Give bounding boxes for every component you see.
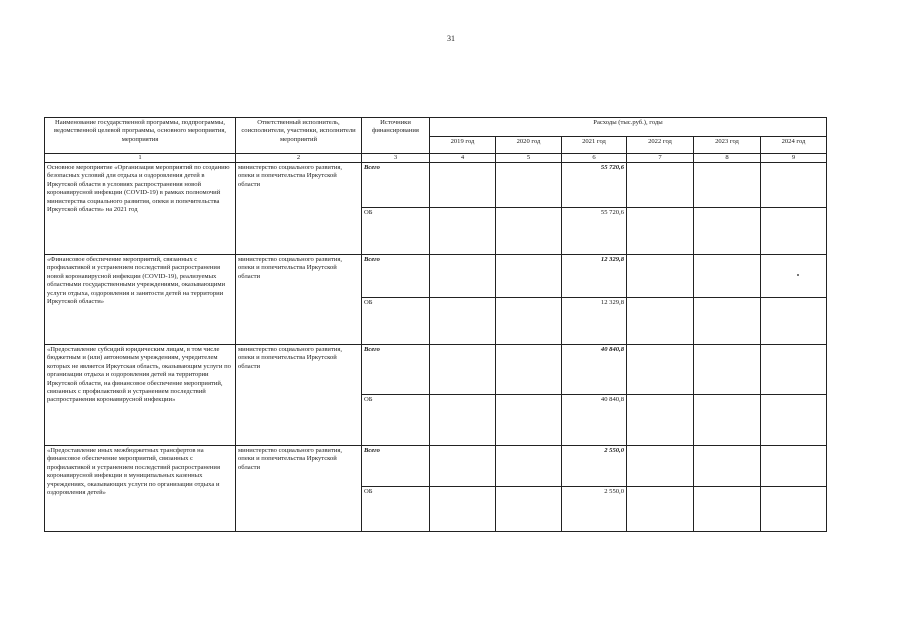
responsible-executor: министерство социального развития, опеки и попечительства Иркутской области <box>236 345 362 446</box>
header-year-2019: 2019 год <box>430 137 496 154</box>
cell-empty <box>761 487 827 532</box>
cell-empty <box>627 345 694 395</box>
value-2021-ob: 12 329,8 <box>562 298 627 345</box>
table-row <box>45 255 827 298</box>
cell-empty <box>430 163 496 208</box>
cell-empty <box>694 487 761 532</box>
value-2021-total: 2 550,0 <box>562 446 627 487</box>
cell-empty <box>627 208 694 255</box>
col-number: 9 <box>761 154 827 163</box>
cell-empty <box>627 298 694 345</box>
cell-empty <box>496 298 562 345</box>
cell-empty <box>627 395 694 446</box>
col-number: 5 <box>496 154 562 163</box>
cell-empty <box>496 446 562 487</box>
cell-empty <box>430 298 496 345</box>
activity-name: «Предоставление иных межбюджетных трансфертов на финансовое обеспечение мероприятий, связанных с профилактикой и устранением последствий распространения коронавирусной инфекции в муниципальных казенных учреждениях, оказывающих услуги по организации отдыха и оздоровления детей» <box>45 446 236 532</box>
source-total: Всего <box>362 345 430 395</box>
header-name: Наименование государственной программы, подпрограммы, ведомственной целевой программы, основного мероприятия, мероприятия <box>45 118 236 154</box>
table-row <box>45 345 827 395</box>
value-2021-ob: 40 840,8 <box>562 395 627 446</box>
activity-name: «Финансовое обеспечение мероприятий, связанных с профилактикой и устранением последствий распространения новой коронавирусной инфекции (COVID-19), реализуемых областными государственными учреждениями, оказывающими услуги отдыха, оздоровления и занятости детей на территории Иркутской области» <box>45 255 236 345</box>
cell-empty <box>761 255 827 298</box>
header-year-2024: 2024 год <box>761 137 827 154</box>
source-total: Всего <box>362 163 430 208</box>
header-year-2021: 2021 год <box>562 137 627 154</box>
header-year-2020: 2020 год <box>496 137 562 154</box>
cell-empty <box>496 255 562 298</box>
col-number: 6 <box>562 154 627 163</box>
cell-empty <box>761 208 827 255</box>
column-numbers-row <box>45 154 827 163</box>
scan-speck <box>797 274 799 276</box>
header-year-2022: 2022 год <box>627 137 694 154</box>
cell-empty <box>694 298 761 345</box>
col-number: 7 <box>627 154 694 163</box>
header-responsible: Ответственный исполнитель, соисполнители, участники, исполнители мероприятий <box>236 118 362 154</box>
header-sources: Источники финансирования <box>362 118 430 154</box>
cell-empty <box>496 163 562 208</box>
cell-empty <box>694 163 761 208</box>
cell-empty <box>496 395 562 446</box>
cell-empty <box>761 395 827 446</box>
responsible-executor: министерство социального развития, опеки и попечительства Иркутской области <box>236 163 362 255</box>
activity-name: Основное мероприятие «Организация мероприятий по созданию безопасных условий для отдыха и оздоровления детей в Иркутской области в условиях распространения новой коронавирусной инфекции (COVID-19) в рамках полномочий министерства социального развития, опеки и попечительства Иркутской области» на 2021 год <box>45 163 236 255</box>
col-number: 3 <box>362 154 430 163</box>
cell-empty <box>430 395 496 446</box>
col-number: 4 <box>430 154 496 163</box>
value-2021-ob: 2 550,0 <box>562 487 627 532</box>
cell-empty <box>496 208 562 255</box>
source-total: Всего <box>362 446 430 487</box>
source-ob: ОБ <box>362 487 430 532</box>
cell-empty <box>430 345 496 395</box>
value-2021-total: 40 840,8 <box>562 345 627 395</box>
cell-empty <box>761 446 827 487</box>
source-ob: ОБ <box>362 298 430 345</box>
responsible-executor: министерство социального развития, опеки и попечительства Иркутской области <box>236 446 362 532</box>
cell-empty <box>694 208 761 255</box>
cell-empty <box>430 446 496 487</box>
table-row <box>45 163 827 208</box>
cell-empty <box>694 395 761 446</box>
table-row <box>45 446 827 487</box>
cell-empty <box>496 487 562 532</box>
cell-empty <box>761 298 827 345</box>
col-number: 1 <box>45 154 236 163</box>
value-2021-ob: 55 720,6 <box>562 208 627 255</box>
source-total: Всего <box>362 255 430 298</box>
col-number: 8 <box>694 154 761 163</box>
col-number: 2 <box>236 154 362 163</box>
header-expenses: Расходы (тыс.руб.), годы <box>430 118 827 137</box>
cell-empty <box>430 255 496 298</box>
cell-empty <box>430 208 496 255</box>
cell-empty <box>761 163 827 208</box>
cell-empty <box>496 345 562 395</box>
header-year-2023: 2023 год <box>694 137 761 154</box>
activity-name: «Предоставление субсидий юридическим лицам, в том числе бюджетным и (или) автономным учреждениям, учредителем которых не является Иркутская область, оказывающим услуги по организации отдыха и оздоровления детей на территории Иркутской области, на финансовое обеспечение мероприятий, связанных с профилактикой и устранением последствий распространения коронавирусной инфекции» <box>45 345 236 446</box>
cell-empty <box>627 255 694 298</box>
source-ob: ОБ <box>362 208 430 255</box>
cell-empty <box>627 446 694 487</box>
source-ob: ОБ <box>362 395 430 446</box>
cell-empty <box>694 446 761 487</box>
cell-empty <box>694 255 761 298</box>
value-2021-total: 12 329,8 <box>562 255 627 298</box>
cell-empty <box>627 487 694 532</box>
responsible-executor: министерство социального развития, опеки и попечительства Иркутской области <box>236 255 362 345</box>
cell-empty <box>694 345 761 395</box>
cell-empty <box>627 163 694 208</box>
value-2021-total: 55 720,6 <box>562 163 627 208</box>
expenses-table <box>44 117 827 532</box>
cell-empty <box>761 345 827 395</box>
cell-empty <box>430 487 496 532</box>
page-number: 31 <box>447 34 455 43</box>
